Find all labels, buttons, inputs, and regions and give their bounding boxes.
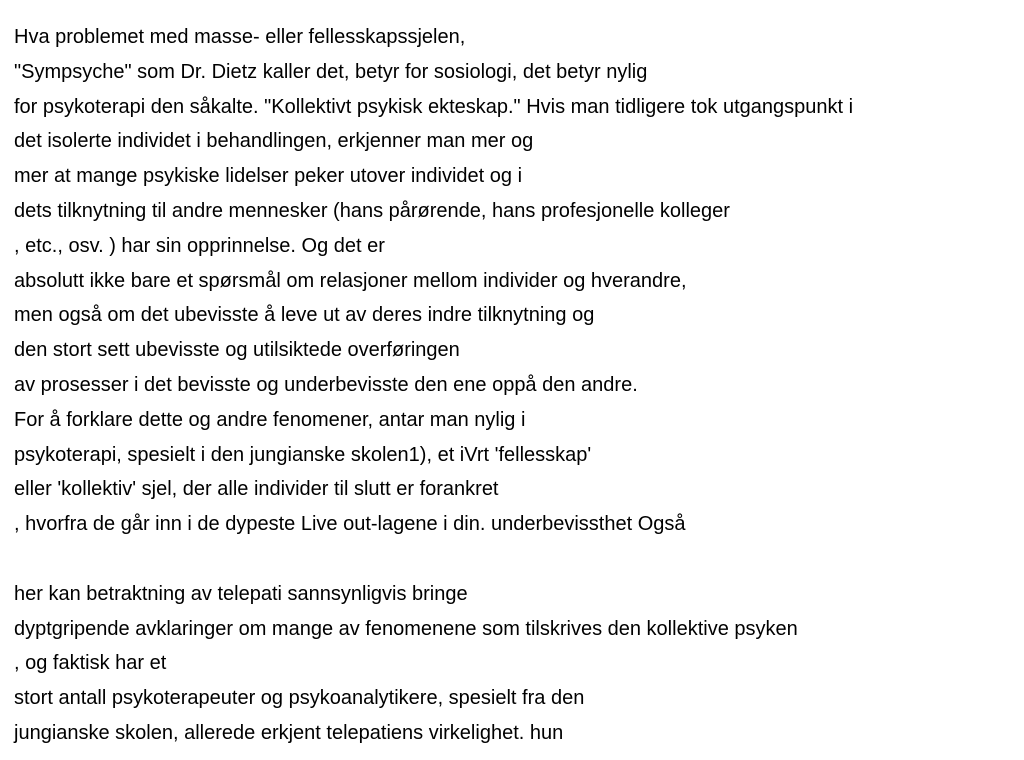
- text-line-10: den stort sett ubevisste og utilsiktede overføringen: [14, 339, 460, 362]
- text-line-5: mer at mange psykiske lidelser peker utover individet og i: [14, 165, 523, 188]
- text-line-15: , hvorfra de går inn i de dypeste Live out-lagene i din. underbevissthet Også: [14, 513, 686, 536]
- text-line-1: Hva problemet med masse- eller fellesskapssjelen,: [14, 26, 466, 48]
- text-line-17: dyptgripende avklaringer om mange av fenomenene som tilskrives den kollektive psyken: [14, 617, 798, 640]
- blank-line: [14, 542, 1010, 577]
- text-line-8: absolutt ikke bare et spørsmål om relasjoner mellom individer og hverandre,: [14, 269, 687, 292]
- text-line-7: , etc., osv. ) har sin opprinnelse. Og det er: [14, 234, 385, 257]
- text-line-4: det isolerte individet i behandlingen, erkjenner man mer og: [14, 130, 534, 153]
- text-line-13: psykoterapi, spesielt i den jungianske skolen1), et iVrt 'fellesskap': [14, 443, 592, 466]
- text-line-12: For å forklare dette og andre fenomener, antar man nylig i: [14, 408, 526, 431]
- text-line-2: "Sympsyche" som Dr. Dietz kaller det, betyr for sosiologi, det betyr nylig: [14, 60, 648, 83]
- text-line-19: stort antall psykoterapeuter og psykoanalytikere, spesielt fra den: [14, 687, 585, 710]
- text-line-18: , og faktisk har et: [14, 652, 167, 675]
- text-line-14: eller 'kollektiv' sjel, der alle individer til slutt er forankret: [14, 478, 499, 501]
- text-line-3: for psykoterapi den såkalte. "Kollektivt psykisk ekteskap." Hvis man tidligere tok utgangspunkt i: [14, 95, 854, 118]
- text-line-20: jungianske skolen, allerede erkjent telepatiens virkelighet. hun: [14, 721, 564, 744]
- text-line-9: men også om det ubevisste å leve ut av deres indre tilknytning og: [14, 304, 595, 327]
- text-line-6: dets tilknytning til andre mennesker (hans pårørende, hans profesjonelle kolleger: [14, 199, 730, 222]
- text-line-16: her kan betraktning av telepati sannsynligvis bringe: [14, 582, 468, 605]
- text-line-11: av prosesser i det bevisste og underbevisste den ene oppå den andre.: [14, 373, 638, 396]
